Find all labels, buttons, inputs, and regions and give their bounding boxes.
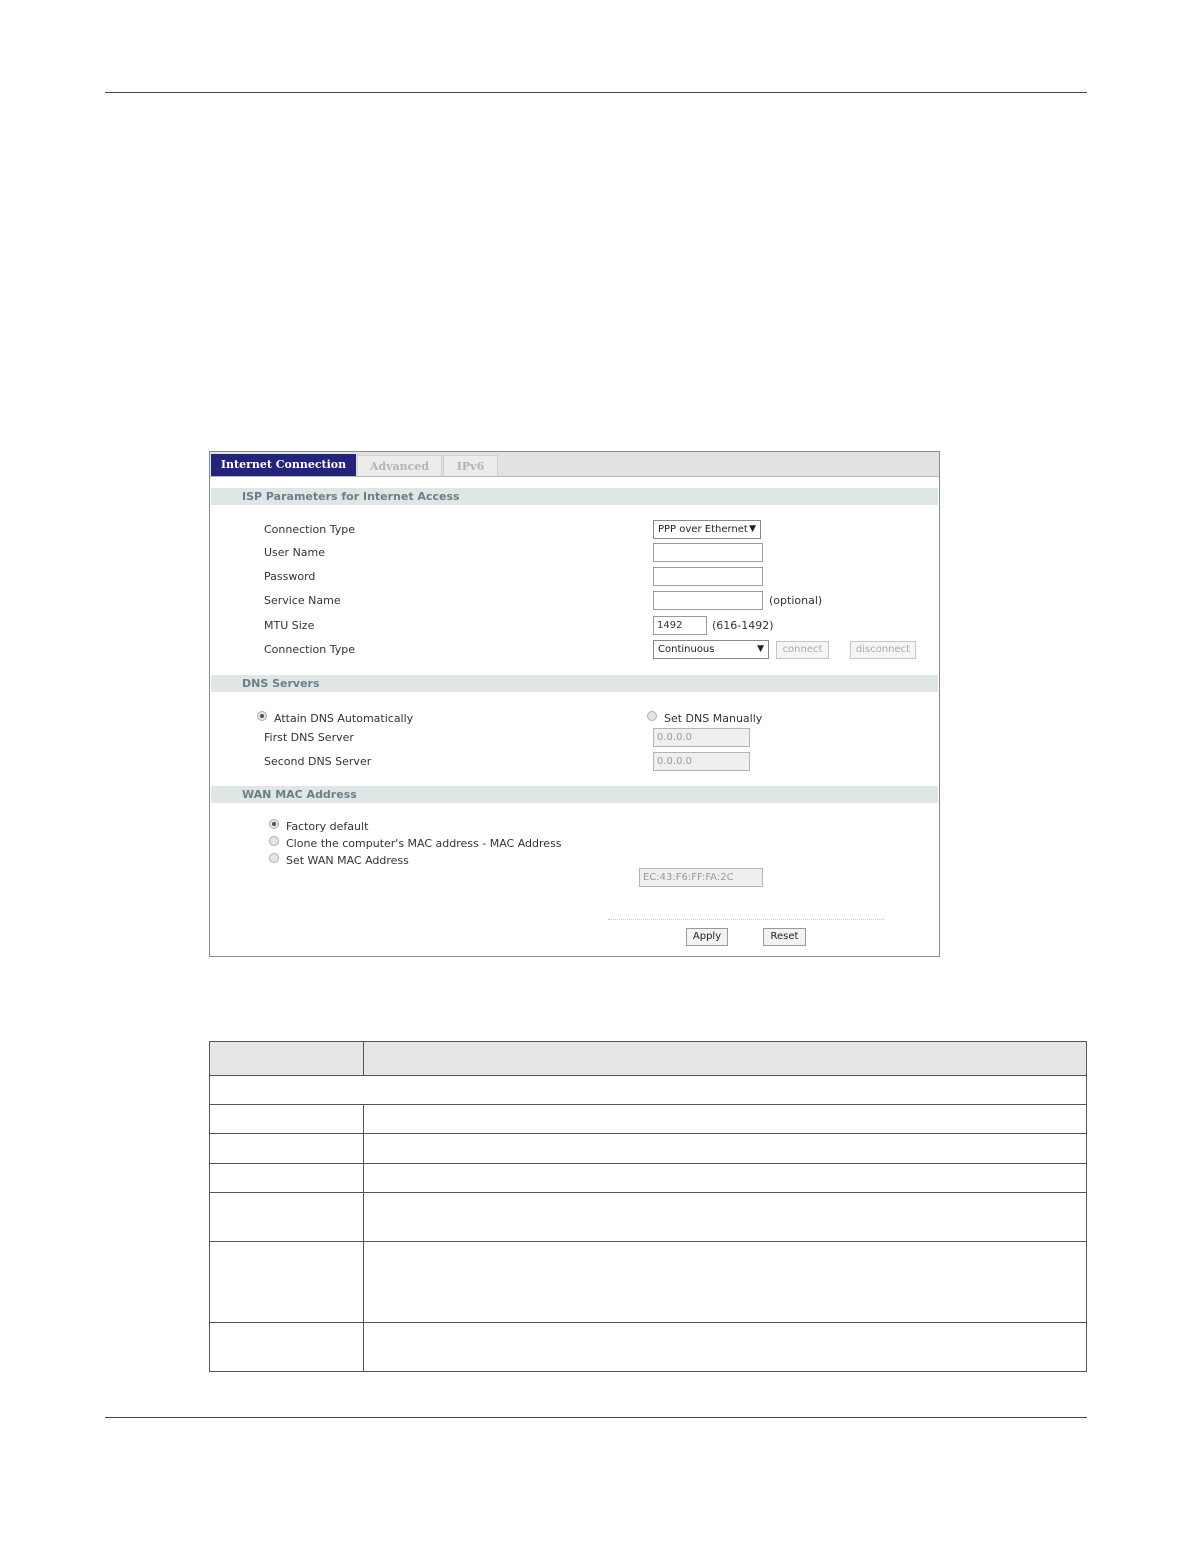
clone-mac-radio[interactable]	[269, 836, 279, 846]
tab-advanced[interactable]: Advanced	[357, 455, 442, 476]
mtu-size-input[interactable]: 1492	[653, 616, 707, 635]
password-label: Password	[264, 570, 316, 583]
dns-manual-label: Set DNS Manually	[664, 712, 763, 725]
dropdown-arrow-icon: ▼	[757, 644, 764, 654]
set-wan-mac-radio[interactable]	[269, 853, 279, 863]
service-name-hint: (optional)	[769, 594, 823, 607]
connection-type-select[interactable]	[653, 520, 761, 539]
password-input[interactable]	[653, 567, 763, 586]
footer-rule	[105, 1417, 1087, 1418]
dns-section-title: DNS Servers	[242, 677, 320, 690]
column-divider	[363, 1105, 364, 1371]
apply-button[interactable]: Apply	[686, 928, 728, 946]
wan-mac-input[interactable]: EC:43:F6:FF:FA:2C	[639, 868, 763, 887]
wan-mac-section-title: WAN MAC Address	[242, 788, 357, 801]
connection-mode-select[interactable]	[653, 640, 769, 659]
field-description-table	[209, 1041, 1087, 1372]
table-row	[210, 1076, 1086, 1105]
set-wan-mac-label: Set WAN MAC Address	[286, 854, 409, 867]
user-name-label: User Name	[264, 546, 326, 559]
table-row	[210, 1193, 1086, 1242]
dns-manual-radio[interactable]	[647, 711, 657, 721]
mtu-size-hint: (616-1492)	[712, 619, 774, 632]
mtu-size-label: MTU Size	[264, 619, 315, 632]
dns-section-header	[211, 675, 938, 692]
table-row	[210, 1242, 1086, 1323]
column-divider	[363, 1042, 364, 1076]
connection-mode-label: Connection Type	[264, 643, 356, 656]
factory-default-label: Factory default	[286, 820, 369, 833]
table-row	[210, 1164, 1086, 1193]
router-settings-panel	[209, 451, 940, 957]
user-name-input[interactable]	[653, 543, 763, 562]
second-dns-label: Second DNS Server	[264, 755, 372, 768]
dropdown-arrow-icon: ▼	[749, 524, 756, 534]
table-row	[210, 1134, 1086, 1164]
isp-section-title: ISP Parameters for Internet Access	[242, 490, 460, 503]
clone-mac-label: Clone the computer's MAC address - MAC Address	[286, 837, 562, 850]
first-dns-label: First DNS Server	[264, 731, 354, 744]
table-header-row	[210, 1042, 1086, 1076]
dns-auto-radio[interactable]	[257, 711, 267, 721]
table-row	[210, 1105, 1086, 1134]
tab-ipv6[interactable]: IPv6	[443, 455, 498, 476]
connection-type-label: Connection Type	[264, 523, 356, 536]
service-name-label: Service Name	[264, 594, 341, 607]
first-dns-input[interactable]: 0.0.0.0	[653, 728, 750, 747]
factory-default-radio[interactable]	[269, 819, 279, 829]
reset-button[interactable]: Reset	[763, 928, 806, 946]
tab-internet-connection[interactable]: Internet Connection	[211, 454, 356, 476]
dns-auto-label: Attain DNS Automatically	[274, 712, 414, 725]
connect-button[interactable]: connect	[776, 641, 829, 659]
connection-mode-value: Continuous	[658, 644, 715, 655]
service-name-input[interactable]	[653, 591, 763, 610]
tab-bar	[210, 452, 939, 477]
wan-mac-section-header	[211, 786, 938, 803]
isp-section-header	[211, 488, 938, 505]
second-dns-input[interactable]: 0.0.0.0	[653, 752, 750, 771]
connection-type-value: PPP over Ethernet	[658, 524, 748, 535]
header-rule	[105, 92, 1087, 93]
disconnect-button[interactable]: disconnect	[850, 641, 916, 659]
divider	[608, 919, 884, 920]
